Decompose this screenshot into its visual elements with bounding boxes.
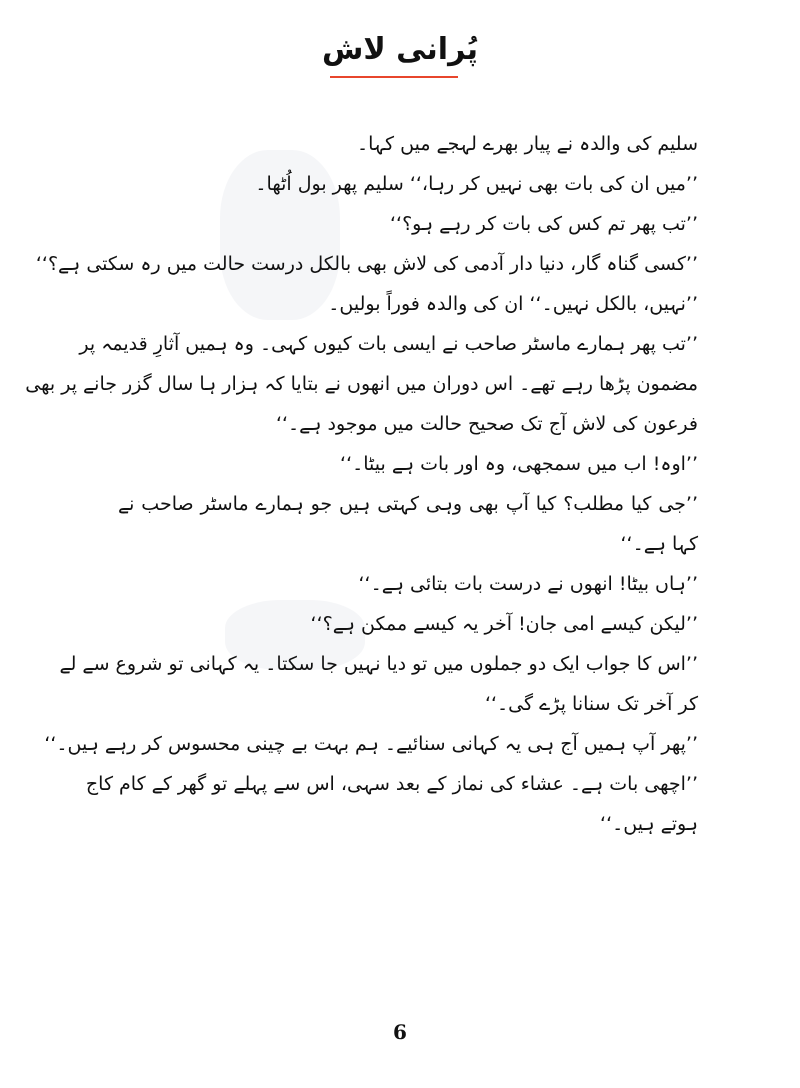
text-line: ’’ہاں بیٹا! انھوں نے درست بات بتائی ہے۔‘‘: [358, 573, 698, 595]
text-line: ’’لیکن کیسے امی جان! آخر یہ کیسے ممکن ہے؟‘‘: [310, 613, 698, 635]
page-number: 6: [393, 1020, 407, 1044]
text-line: مضمون پڑھا رہے تھے۔ اس دوران میں انھوں نے بتایا کہ ہزار ہا سال گزر جانے پر بھی: [25, 373, 698, 395]
text-line: ’’جی کیا مطلب؟ کیا آپ بھی وہی کہتی ہیں جو ہمارے ماسٹر صاحب نے: [118, 493, 698, 515]
text-line: ’’تب پھر تم کس کی بات کر رہے ہو؟‘‘: [390, 213, 698, 235]
text-line: ’’نہیں، بالکل نہیں۔‘‘ ان کی والدہ فوراً بولیں۔: [328, 293, 698, 315]
text-line: کہا ہے۔‘‘: [620, 533, 698, 555]
text-line: ’’اوہ! اب میں سمجھی، وہ اور بات ہے بیٹا۔‘‘: [340, 453, 698, 475]
text-line: کر آخر تک سنانا پڑے گی۔‘‘: [484, 693, 698, 715]
text-line: فرعون کی لاش آج تک صحیح حالت میں موجود ہے۔‘‘: [275, 413, 698, 435]
text-line: ’’تب پھر ہمارے ماسٹر صاحب نے ایسی بات کیوں کہی۔ وہ ہمیں آثارِ قدیمہ پر: [79, 333, 698, 355]
story-text: [25, 124, 698, 844]
text-line: ’’میں ان کی بات بھی نہیں کر رہا،‘‘ سلیم پھر بول اُٹھا۔: [255, 173, 698, 195]
page-title: پُرانی لاش: [321, 32, 478, 67]
text-line: ’’اس کا جواب ایک دو جملوں میں تو دیا نہیں جا سکتا۔ یہ کہانی تو شروع سے لے: [59, 653, 698, 675]
text-line: سلیم کی والدہ نے پیار بھرے لہجے میں کہا۔: [357, 133, 698, 155]
text-line: ’’کسی گناہ گار، دنیا دار آدمی کی لاش بھی بالکل درست حالت میں رہ سکتی ہے؟‘‘: [35, 253, 698, 275]
text-line: ’’پھر آپ ہمیں آج ہی یہ کہانی سنائیے۔ ہم بہت بے چینی محسوس کر رہے ہیں۔‘‘: [44, 733, 698, 755]
title-underline: [330, 76, 458, 78]
text-line: ہوتے ہیں۔‘‘: [600, 813, 698, 835]
text-line: ’’اچھی بات ہے۔ عشاء کی نماز کے بعد سہی، اس سے پہلے تو گھر کے کام کاج: [85, 773, 698, 795]
